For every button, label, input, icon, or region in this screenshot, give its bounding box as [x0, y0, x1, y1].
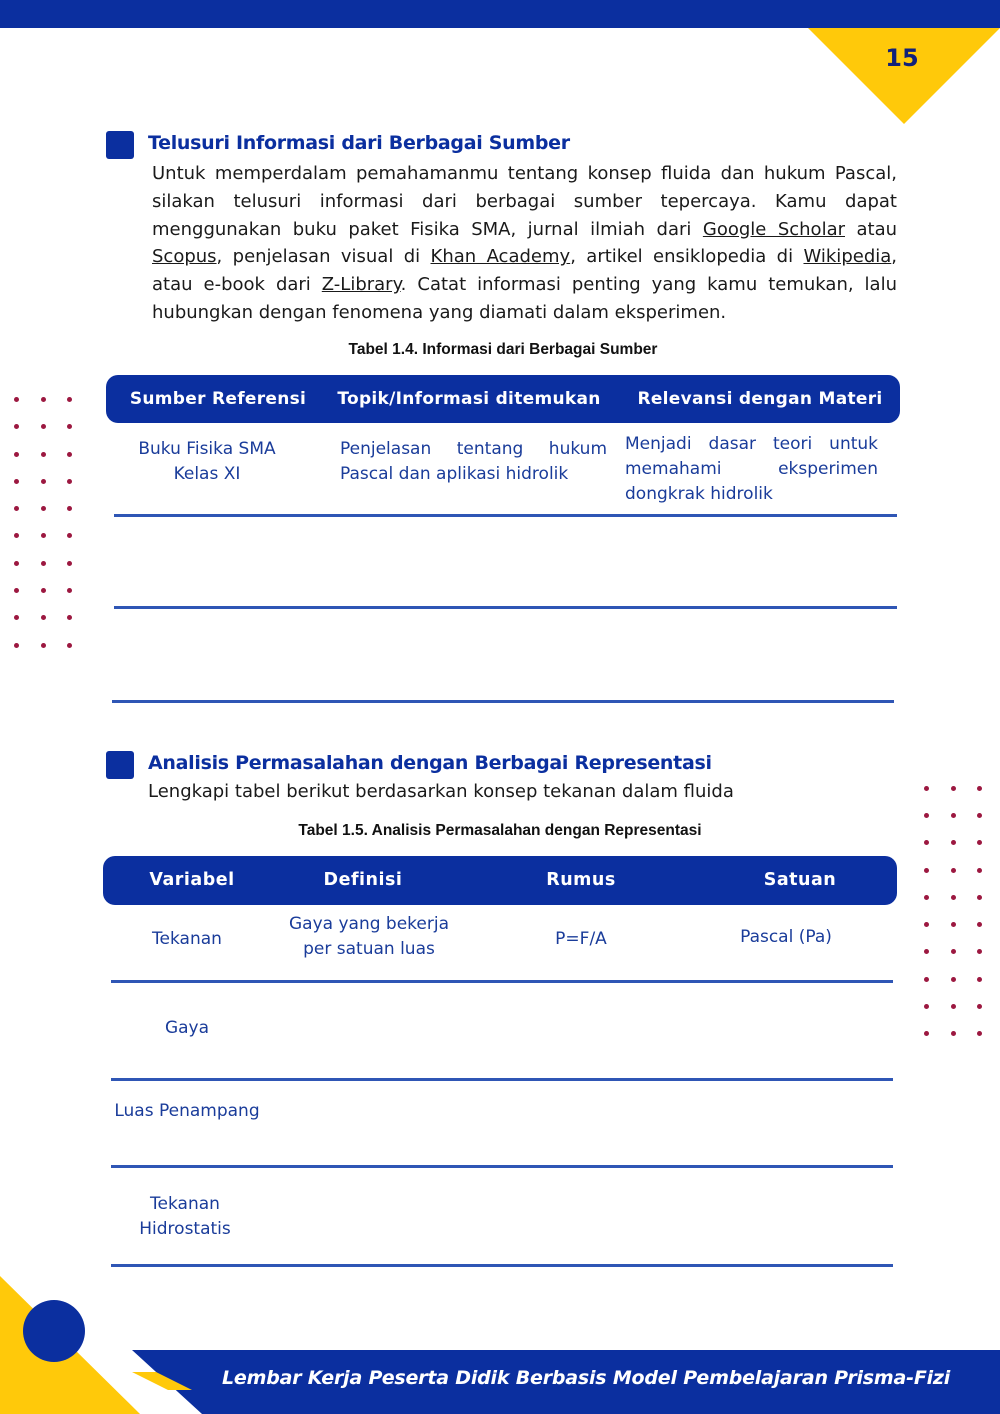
table-caption-1-4: Tabel 1.4. Informasi dari Berbagai Sumber	[348, 341, 658, 358]
header-topik-informasi: Topik/Informasi ditemukan	[337, 389, 601, 409]
header-variabel: Variabel	[149, 870, 235, 890]
table-row-divider	[111, 980, 893, 983]
link-google-scholar[interactable]: Google Scholar	[702, 218, 845, 240]
section-bullet-square	[106, 131, 134, 159]
table-row-empty[interactable]	[114, 610, 897, 698]
table-row-divider	[111, 1264, 893, 1267]
cell-definisi-tekanan[interactable]: Gaya yang bekerja per satuan luas	[289, 914, 449, 959]
cell-rumus-tekanan[interactable]: P=F/A	[555, 929, 607, 949]
cell-variabel-tekanan-hidrostatis[interactable]: Tekanan Hidrostatis	[139, 1194, 231, 1239]
table-header-analisis	[103, 856, 897, 905]
cell-variabel-tekanan[interactable]: Tekanan	[152, 929, 222, 949]
page-number: 15	[885, 44, 919, 72]
table-header-sources	[106, 375, 900, 423]
table-row-divider	[114, 514, 897, 517]
cell-variabel-gaya[interactable]: Gaya	[164, 1018, 210, 1038]
table-row-empty[interactable]	[114, 518, 897, 606]
header-definisi: Definisi	[323, 870, 403, 890]
cell-satuan-tekanan[interactable]: Pascal (Pa)	[740, 927, 832, 947]
header-satuan: Satuan	[763, 870, 837, 890]
top-banner	[0, 0, 1000, 28]
link-z-library[interactable]: Z-Library	[321, 274, 401, 296]
cell-topik-1[interactable]: Penjelasan tentang hukum Pascal dan aplikasi hidrolik	[340, 439, 607, 484]
decorative-circle	[23, 1300, 85, 1362]
link-scopus[interactable]: Scopus	[152, 246, 217, 268]
table-row-divider	[111, 1078, 893, 1081]
link-wikipedia[interactable]: Wikipedia	[803, 246, 892, 268]
corner-triangle	[808, 28, 1000, 124]
link-khan-academy[interactable]: Khan Academy	[430, 246, 571, 268]
table-row-divider	[112, 700, 894, 703]
header-rumus: Rumus	[546, 870, 616, 890]
section-heading-analisis: Analisis Permasalahan dengan Berbagai Representasi	[148, 752, 712, 774]
footer-title: Lembar Kerja Peserta Didik Berbasis Model Pembelajaran Prisma-Fizi	[222, 1367, 951, 1389]
section-bullet-square	[106, 751, 134, 779]
section-heading-telusuri: Telusuri Informasi dari Berbagai Sumber	[148, 132, 570, 154]
section2-instruction: Lengkapi tabel berikut berdasarkan konsep tekanan dalam fluida	[148, 781, 734, 802]
cell-sumber-1[interactable]: Buku Fisika SMA Kelas XI	[138, 439, 276, 484]
cell-relevansi-1[interactable]: Menjadi dasar teori untuk memahami eksperimen dongkrak hidrolik	[625, 434, 878, 504]
instruction-paragraph: Untuk memperdalam pemahamanmu tentang konsep fluida dan hukum Pascal, silakan telusuri informasi dari berbagai sumber tepercaya. Kamu dapat menggunakan buku paket Fisika SMA, jurnal ilmiah dari Google Scholar atau Scopus, penjelasan visual di Khan Academy, artikel ensiklopedia di Wikipedia, atau e-book dari Z-Library. Catat informasi penting yang kamu temukan, lalu hubungkan dengan fenomena yang diamati dalam eksperimen.	[152, 163, 898, 323]
header-sumber-referensi: Sumber Referensi	[129, 389, 307, 409]
cell-variabel-luas-penampang[interactable]: Luas Penampang	[114, 1101, 260, 1121]
table-row-divider	[114, 606, 897, 609]
header-relevansi: Relevansi dengan Materi	[637, 389, 883, 409]
table-row-divider	[111, 1165, 893, 1168]
table-caption-1-5: Tabel 1.5. Analisis Permasalahan dengan Representasi	[298, 822, 702, 839]
